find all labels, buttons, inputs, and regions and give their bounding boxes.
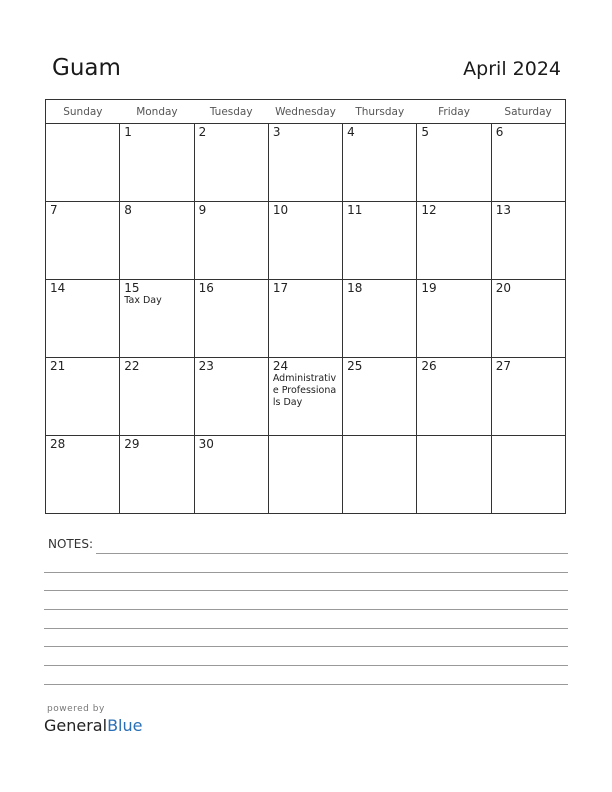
calendar-day-cell <box>417 280 491 358</box>
day-number: 7 <box>50 203 58 217</box>
calendar-day-cell <box>343 280 417 358</box>
calendar-day-cell <box>120 280 194 358</box>
note-line <box>44 665 568 666</box>
logo-general-text: General <box>44 716 108 735</box>
day-number: 21 <box>50 359 66 373</box>
calendar-day-cell <box>343 124 417 202</box>
day-number: 19 <box>421 281 437 295</box>
weekday-header-row <box>46 100 566 124</box>
note-line <box>44 572 568 573</box>
day-number: 22 <box>124 359 140 373</box>
calendar-day-cell <box>194 202 268 280</box>
calendar-day-cell <box>46 436 120 514</box>
calendar-day-cell <box>417 124 491 202</box>
calendar-day-cell <box>46 124 120 202</box>
calendar-day-cell <box>268 436 342 514</box>
day-number: 4 <box>347 125 355 139</box>
calendar-grid <box>45 99 566 514</box>
day-number: 3 <box>272 125 281 139</box>
calendar-day-cell <box>491 358 565 436</box>
day-number: 23 <box>198 359 214 373</box>
calendar-day-cell <box>343 358 417 436</box>
calendar-day-cell <box>194 358 268 436</box>
day-number: 29 <box>124 437 140 451</box>
calendar-day-cell <box>194 124 268 202</box>
calendar-day-cell <box>46 280 120 358</box>
day-number: 24 <box>272 359 289 373</box>
calendar-day-cell <box>46 202 120 280</box>
calendar-day-cell <box>120 358 194 436</box>
day-number: 13 <box>495 203 511 217</box>
calendar-day-cell <box>268 124 342 202</box>
day-number: 28 <box>50 437 66 451</box>
calendar-region-title: Guam <box>52 55 121 81</box>
weekday-header: Wednesday <box>268 100 342 124</box>
calendar-day-cell <box>268 280 342 358</box>
day-number: 27 <box>495 359 511 373</box>
note-line <box>44 609 568 610</box>
calendar-day-cell <box>268 358 342 436</box>
calendar-day-cell <box>120 202 194 280</box>
calendar-day-cell <box>343 202 417 280</box>
calendar-day-cell <box>491 124 565 202</box>
calendar-day-cell <box>194 280 268 358</box>
weekday-header: Tuesday <box>194 100 268 124</box>
calendar-month-title: April 2024 <box>463 58 561 80</box>
calendar-day-cell <box>46 358 120 436</box>
notes-label: NOTES: <box>48 537 93 551</box>
calendar-day-cell <box>120 436 194 514</box>
note-line <box>44 628 568 629</box>
day-number: 8 <box>124 203 132 217</box>
day-number: 11 <box>347 203 363 217</box>
day-number: 26 <box>421 359 437 373</box>
weekday-header: Thursday <box>343 100 417 124</box>
note-line <box>44 590 568 591</box>
calendar-week-row <box>46 358 566 436</box>
calendar-week-row <box>46 124 566 202</box>
day-number: 5 <box>421 125 430 139</box>
calendar-week-row <box>46 280 566 358</box>
day-number: 12 <box>421 203 437 217</box>
calendar-day-cell <box>491 280 565 358</box>
weekday-header: Saturday <box>491 100 565 124</box>
day-number: 14 <box>50 281 66 295</box>
calendar-day-cell <box>491 436 565 514</box>
calendar-week-row <box>46 436 566 514</box>
day-number: 30 <box>198 437 214 451</box>
calendar-day-cell <box>417 358 491 436</box>
weekday-header: Friday <box>417 100 491 124</box>
calendar-day-cell <box>194 436 268 514</box>
calendar-day-cell <box>491 202 565 280</box>
day-number: 17 <box>272 281 289 295</box>
calendar-day-cell <box>268 202 342 280</box>
day-number: 2 <box>198 125 207 139</box>
day-number: 6 <box>495 125 504 139</box>
day-number: 15 <box>124 281 140 295</box>
note-line <box>44 684 568 685</box>
logo-blue-text: Blue <box>107 716 143 735</box>
note-line <box>96 553 568 554</box>
day-number: 1 <box>124 125 132 139</box>
generalblue-logo[interactable] <box>44 716 142 735</box>
calendar-day-cell <box>120 124 194 202</box>
calendar-day-cell <box>417 436 491 514</box>
powered-by-text: powered by <box>47 704 105 714</box>
weekday-header: Monday <box>120 100 194 124</box>
day-number: 18 <box>347 281 363 295</box>
holiday-label: Administrative Professionals Day <box>272 373 337 408</box>
calendar-week-row <box>46 202 566 280</box>
day-number: 16 <box>198 281 214 295</box>
note-line <box>44 646 568 647</box>
day-number: 20 <box>495 281 511 295</box>
day-number: 10 <box>272 203 289 217</box>
weekday-header: Sunday <box>46 100 120 124</box>
calendar-day-cell <box>343 436 417 514</box>
calendar-day-cell <box>417 202 491 280</box>
day-number: 9 <box>198 203 207 217</box>
day-number: 25 <box>347 359 363 373</box>
holiday-label: Tax Day <box>124 295 162 306</box>
